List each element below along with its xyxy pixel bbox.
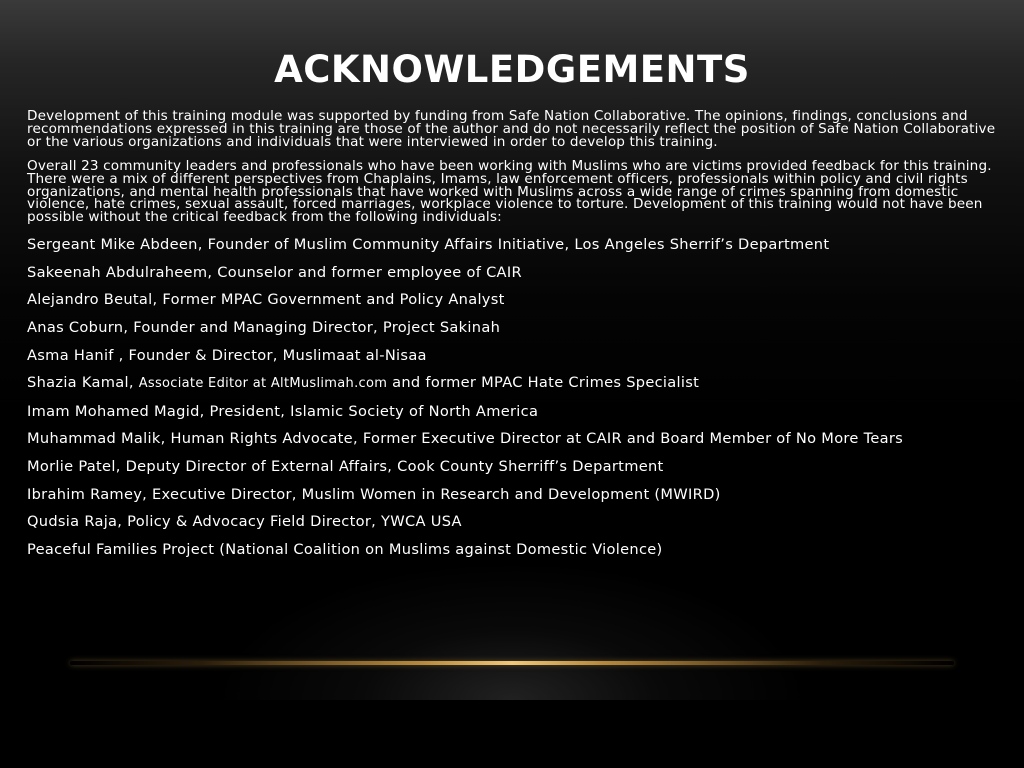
funding-paragraph: Development of this training module was supported by funding from Safe Nation Collaborative. The opinions, findings, conclusions and recommendations expressed in this training are those of the author and do not necessarily reflect the position of Safe Nation Collaborative or the various organizations and individuals that were interviewed in order to develop this training. — [27, 108, 996, 150]
slide-body — [27, 110, 999, 563]
acknowledgement-item — [27, 369, 999, 398]
gold-divider — [70, 661, 954, 665]
slide-title: ACKNOWLEDGEMENTS — [274, 48, 750, 91]
acknowledgement-item: Imam Mohamed Magid, President, Islamic Society of North America — [27, 402, 539, 420]
acknowledgement-item: Asma Hanif , Founder & Director, Muslimaat al-Nisaa — [27, 346, 427, 364]
feedback-paragraph: Overall 23 community leaders and professionals who have been working with Muslims who are victims provided feedback for this training. There were a mix of different perspectives from Chaplains, Imams, law enforcement officers, professionals within policy and civil rights organizations, and mental health professionals that have worked with Muslims across a wide range of crimes spanning from domestic violence, hate crimes, sexual assault, forced marriages, workplace violence to torture. Development of this training would not have been possible without the critical feedback from the following individuals: — [27, 157, 992, 226]
acknowledgement-item: Sergeant Mike Abdeen, Founder of Muslim Community Affairs Initiative, Los Angeles Sherrif’s Department — [27, 236, 830, 254]
acknowledgement-item: Anas Coburn, Founder and Managing Director, Project Sakinah — [27, 319, 501, 337]
acknowledgement-item: Alejandro Beutal, Former MPAC Government and Policy Analyst — [27, 291, 505, 309]
acknowledgement-item: Muhammad Malik, Human Rights Advocate, Former Executive Director at CAIR and Board Member of No More Tears — [27, 430, 904, 448]
acknowledgement-role: and former MPAC Hate Crimes Specialist — [387, 374, 700, 392]
acknowledgement-name: Shazia Kamal, — [27, 374, 139, 392]
acknowledgement-item: Peaceful Families Project (National Coalition on Muslims against Domestic Violence) — [27, 540, 663, 558]
acknowledgement-item: Ibrahim Ramey, Executive Director, Muslim Women in Research and Development (MWIRD) — [27, 485, 721, 503]
acknowledgement-item: Morlie Patel, Deputy Director of External Affairs, Cook County Sherriff’s Department — [27, 458, 664, 475]
acknowledgement-list — [27, 231, 999, 563]
stage-glow — [212, 560, 812, 700]
acknowledgement-item: Qudsia Raja, Policy & Advocacy Field Director, YWCA USA — [27, 513, 462, 531]
acknowledgement-item: Sakeenah Abdulraheem, Counselor and former employee of CAIR — [27, 263, 522, 281]
acknowledgement-role-small: Associate Editor at AltMuslimah.com — [138, 376, 388, 392]
